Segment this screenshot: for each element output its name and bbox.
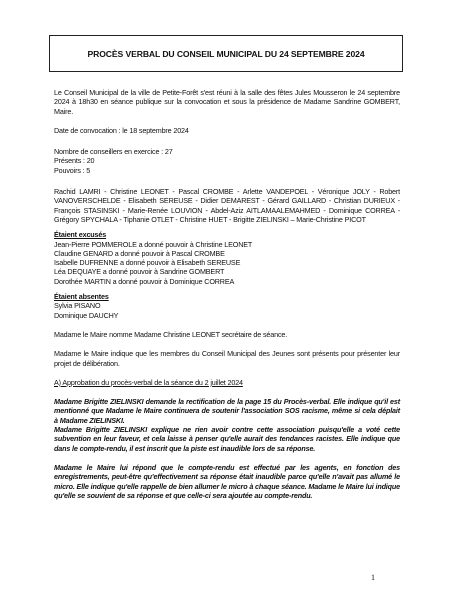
excused-item: Claudine GENARD a donné pouvoir à Pascal CROMBE — [54, 248, 225, 258]
excused-item: Isabelle DUFRENNE a donné pouvoir à Elisabeth SEREUSE — [54, 258, 241, 268]
youth-council-paragraph: Madame le Maire indique que les membres du Conseil Municipal des Jeunes sont présents pour présenter leur projet de délibération. — [54, 349, 400, 368]
count-line: Nombre de conseillers en exercice : 27 — [54, 147, 173, 157]
intro-paragraph: Le Conseil Municipal de la ville de Petite-Forêt s'est réuni à la salle des fêtes Jules Mousseron le 24 septembre 2024 à 18h30 en séance publique sur la convocation et sous la présidence de Madame Sandrine GOMBERT, Maire. — [54, 88, 400, 116]
document-title: PROCÈS VERBAL DU CONSEIL MUNICIPAL DU 24 SEPTEMBRE 2024 — [87, 48, 365, 59]
remark-paragraph: Madame Brigitte ZIELINSKI explique ne rien avoir contre cette association puisqu'elle a voté cette subvention en leur faveur, et cela laisse à penser qu'elle aurait des tendances racistes. Elle indique que dans le compte-rendu, il est inscrit que la piste est inaudible lors de sa réponse. — [54, 425, 400, 453]
page-number: 1 — [371, 573, 375, 582]
document-body — [54, 88, 400, 500]
excused-item: Jean-Pierre POMMEROLE a donné pouvoir à Christine LEONET — [54, 239, 253, 249]
absent-block — [54, 292, 400, 320]
absent-heading: Étaient absentes — [54, 292, 109, 302]
counts-block — [54, 147, 400, 175]
secretary-paragraph: Madame le Maire nomme Madame Christine LEONET secrétaire de séance. — [54, 329, 288, 339]
reply-paragraph: Madame le Maire lui répond que le compte-rendu est effectué par les agents, en fonction des enregistrements, peut-être qu'effectivement sa réponse était inaudible parce qu'elle n'avait pas allumé le micro. Elle indique qu'elle rappelle de bien allumer le micro à chaque séance. Madame le Maire lui indique qu'elle se souvient de sa réponse et que celle-ci sera ajoutée au compte-rendu. — [54, 462, 400, 500]
count-line: Pouvoirs : 5 — [54, 165, 91, 175]
absent-item: Dominique DAUCHY — [54, 310, 119, 320]
section-a-heading: A) Approbation du procès-verbal de la séance du 2 juillet 2024 — [54, 377, 243, 387]
present-members: Rachid LAMRI - Christine LEONET - Pascal CROMBE - Arlette VANDEPOEL - Véronique JOLY - Robert VANOVERSCHELDE - Elisabeth SEREUSE - Didier DEMAREST - Gérard GAILLARD - Christian DURIEUX - François STASINSKI - Marie-Renée LOUVION - Abdel-Aziz AITLAMAALEMAHMED - Dominique CORREA - Grégory SPYCHALA - Tiphanie OTLET - Christine HUET - Brigitte ZIELINSKI – Marie-Christine PICOT — [54, 187, 400, 224]
count-line: Présents : 20 — [54, 156, 95, 166]
convocation-date: Date de convocation : le 18 septembre 2024 — [54, 125, 189, 135]
absent-item: Sylvia PISANO — [54, 301, 101, 311]
excused-block — [54, 230, 400, 286]
remark-paragraph: Madame Brigitte ZIELINSKI demande la rectification de la page 15 du Procès-verbal. Elle indique qu'il est mentionné que Madame le Maire continuera de soutenir l'association SOS racisme, même si cela déplait à Madame ZIELINSKI. — [54, 397, 400, 425]
excused-heading: Étaient excusés — [54, 230, 107, 240]
excused-item: Dorothée MARTIN a donné pouvoir à Dominique CORREA — [54, 276, 235, 286]
excused-item: Léa DEQUAYE a donné pouvoir à Sandrine GOMBERT — [54, 267, 225, 277]
title-box — [49, 35, 403, 72]
